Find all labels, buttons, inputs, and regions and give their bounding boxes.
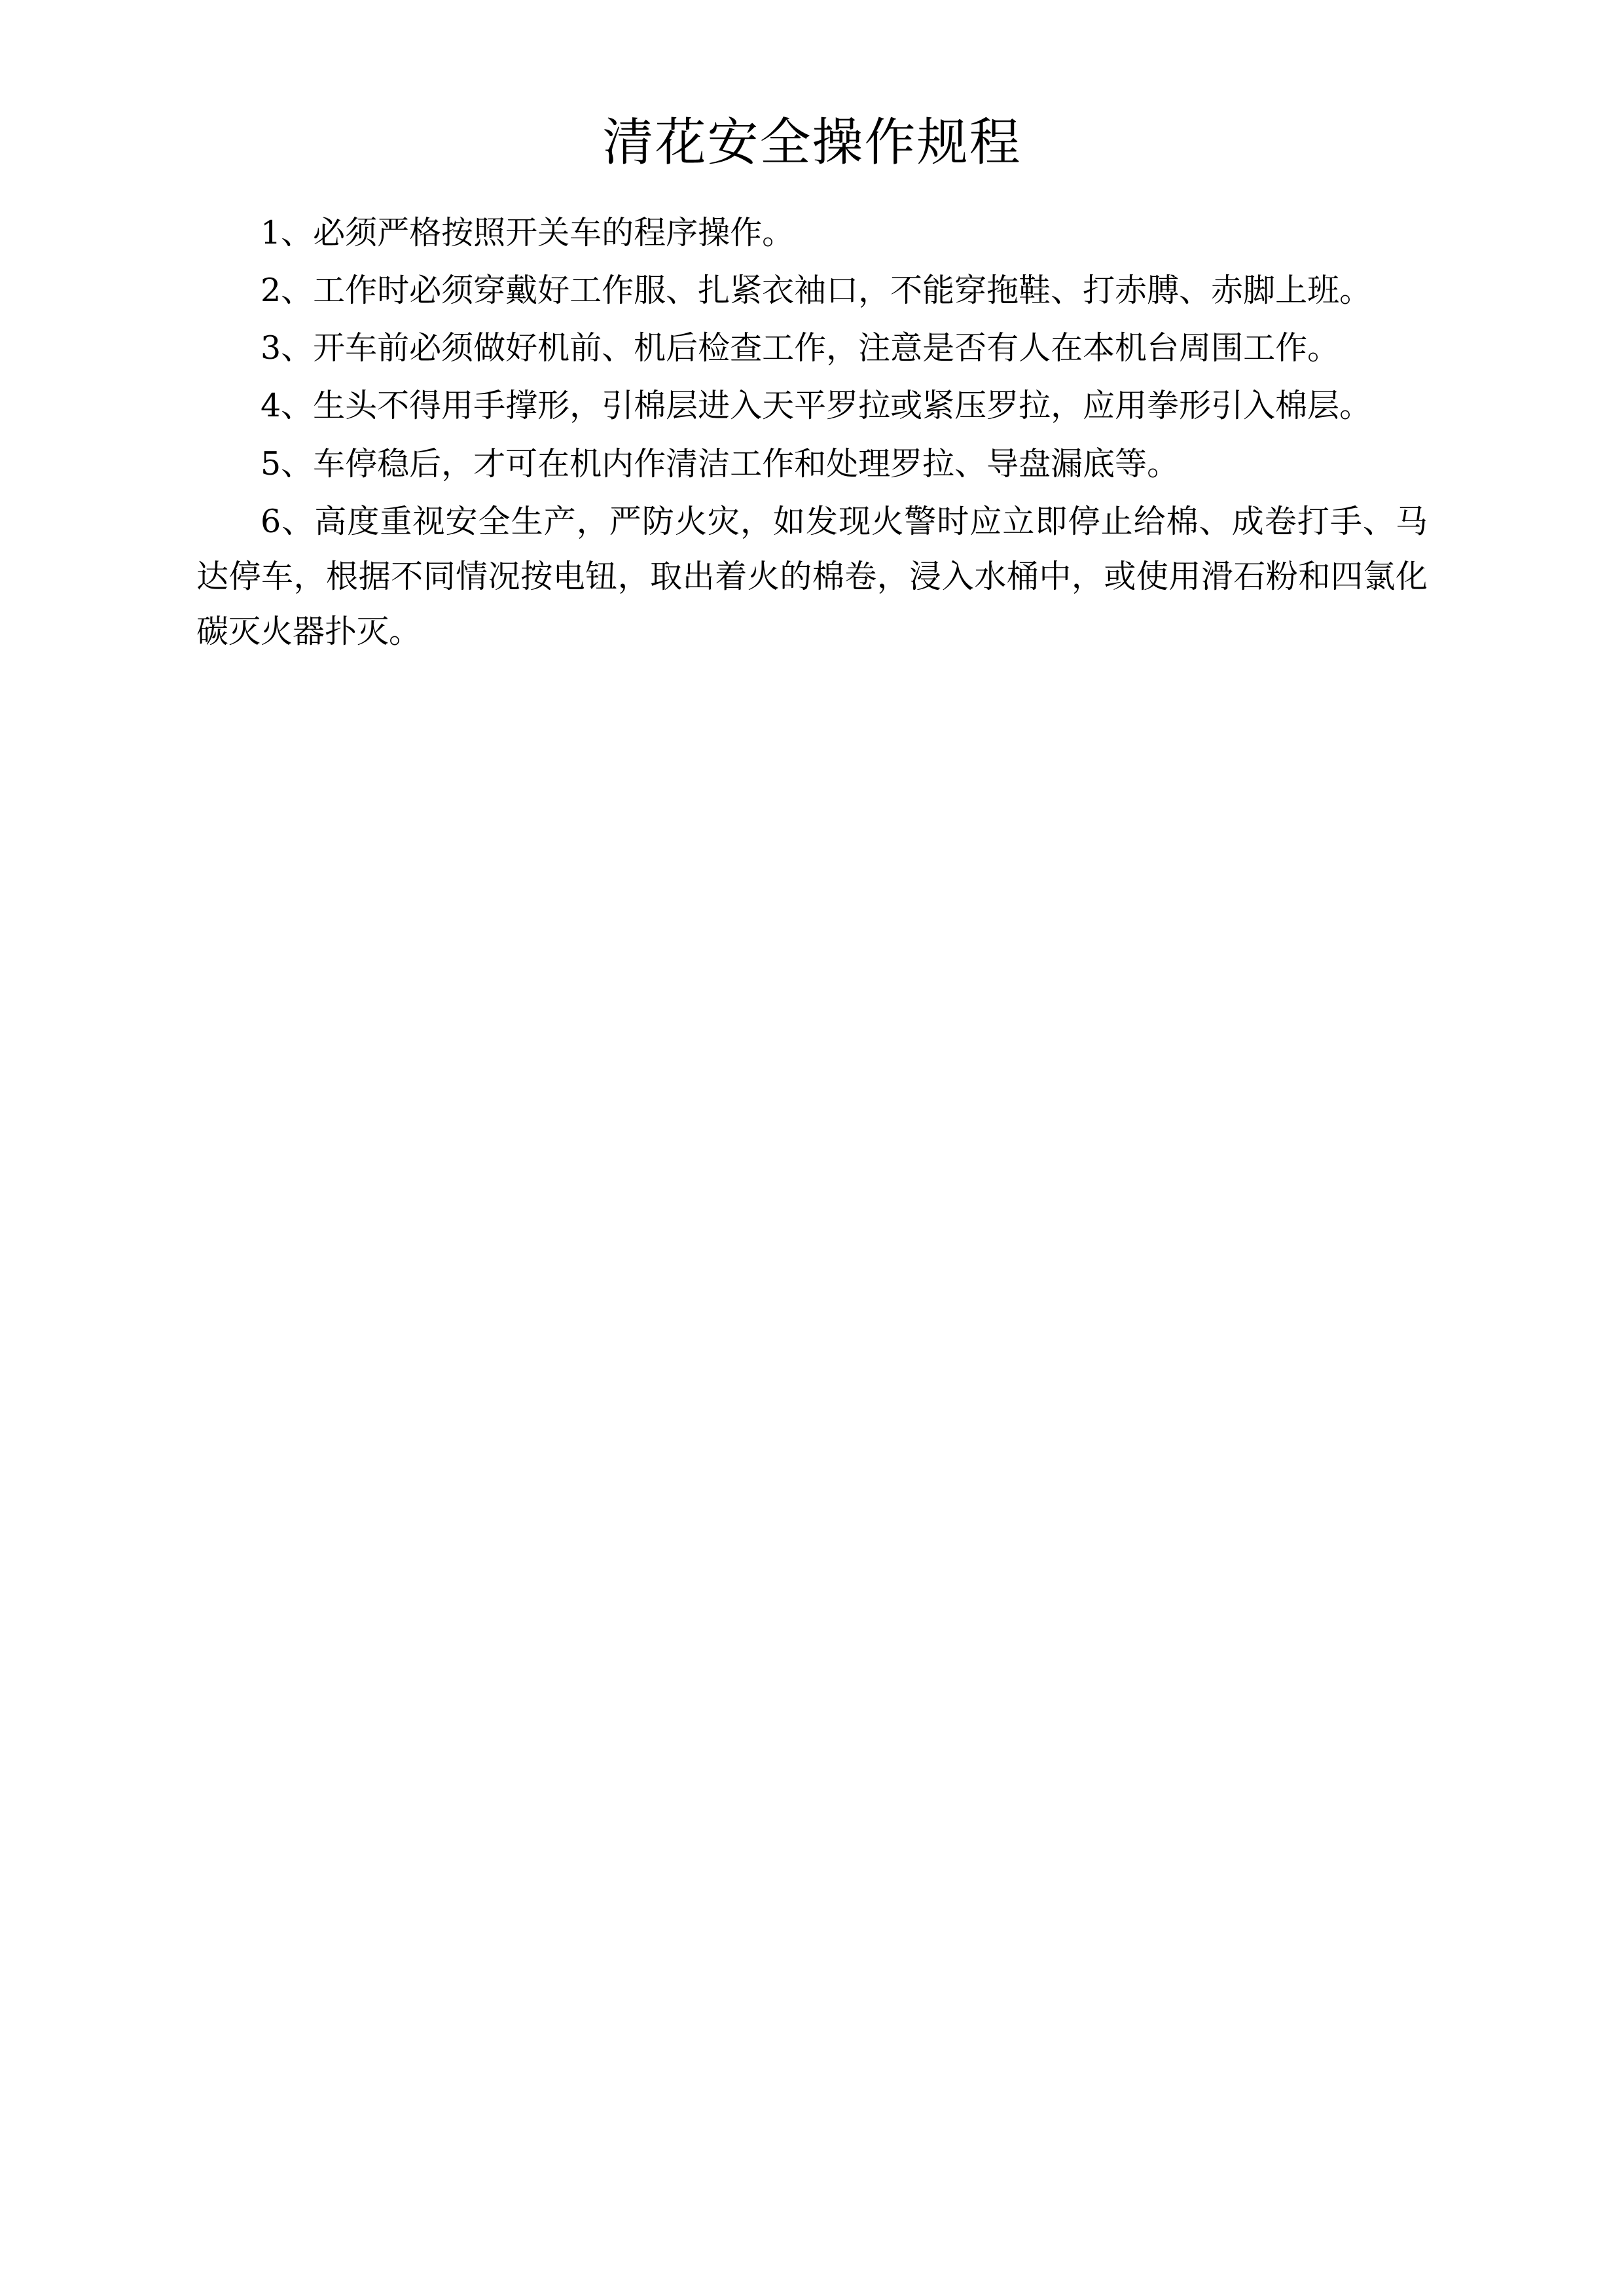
rule-item-5: 5、车停稳后，才可在机内作清洁工作和处理罗拉、导盘漏底等。 xyxy=(261,445,1180,483)
rule-item-4: 4、生头不得用手撑形，引棉层进入天平罗拉或紧压罗拉，应用拳形引入棉层。 xyxy=(261,387,1372,425)
document-body xyxy=(196,206,1428,660)
rule-item-3: 3、开车前必须做好机前、机后检查工作，注意是否有人在本机台周围工作。 xyxy=(261,329,1340,367)
rule-item-6: 6、高度重视安全生产，严防火灾，如发现火警时应立即停止给棉、成卷打手、马达停车，根据不同情况按电钮，取出着火的棉卷，浸入水桶中，或使用滑石粉和四氯化碳灭火器扑灭。 xyxy=(196,502,1428,651)
page-title: 清花安全操作规程 xyxy=(602,113,1022,172)
rule-item-2: 2、工作时必须穿戴好工作服、扎紧衣袖口，不能穿拖鞋、打赤膊、赤脚上班。 xyxy=(261,271,1372,309)
rule-item-1: 1、必须严格按照开关车的程序操作。 xyxy=(261,213,795,251)
